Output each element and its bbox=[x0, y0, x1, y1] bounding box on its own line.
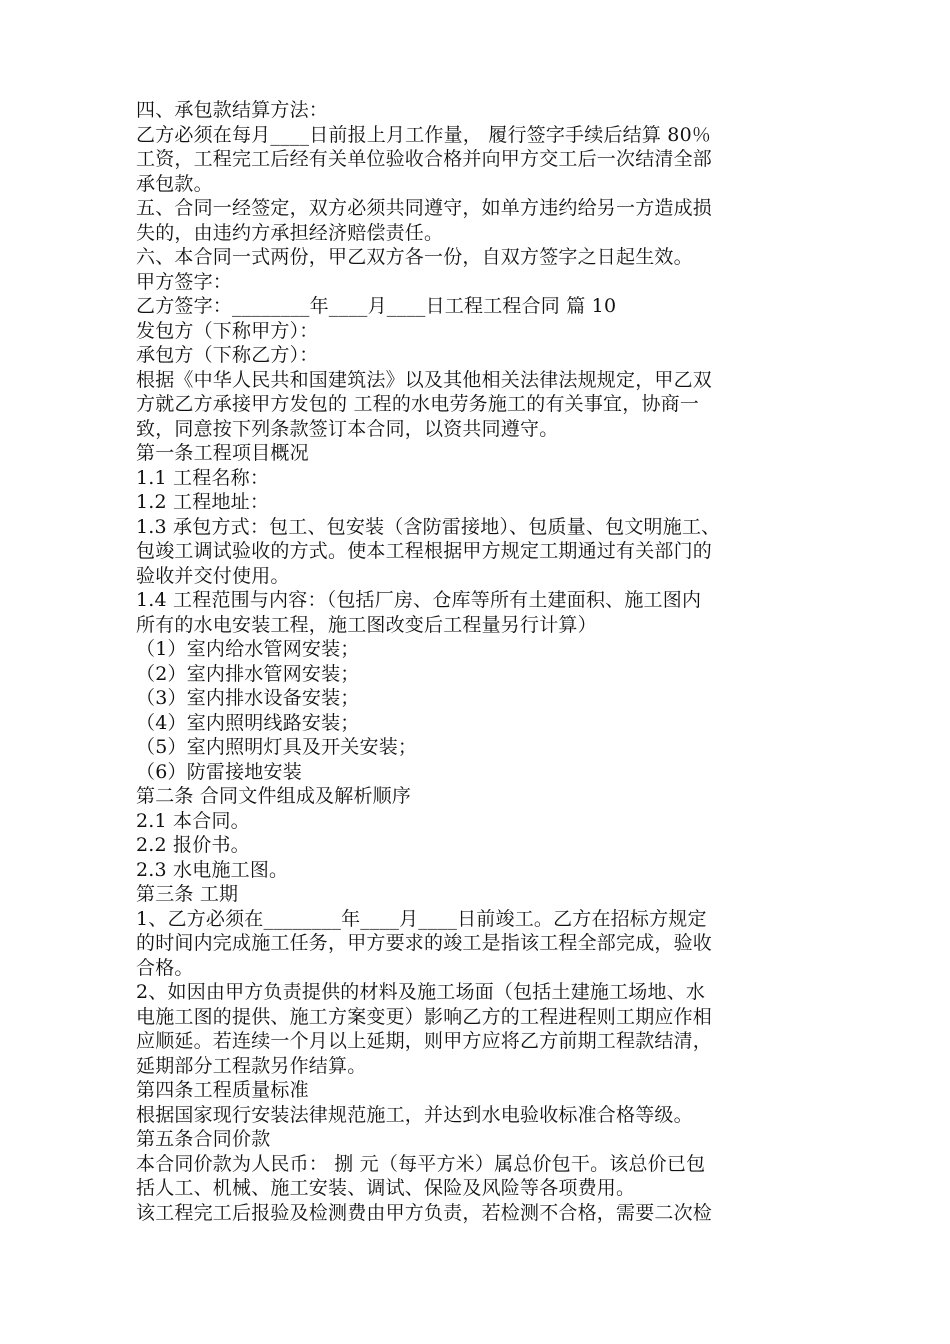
text-line: 第一条工程项目概况 bbox=[136, 442, 309, 464]
text-line: （6）防雷接地安装 bbox=[136, 760, 302, 783]
text-line: （4）室内照明线路安装； bbox=[136, 711, 360, 734]
text-line: 承包方（下称乙方）： bbox=[136, 344, 319, 366]
text-line: 乙方必须在每月____日前报上月工作量， 履行签字手续后结算 80％ bbox=[136, 123, 712, 146]
text-line: （5）室内照明灯具及开关安装； bbox=[136, 736, 418, 758]
text-line: 发包方（下称甲方）： bbox=[136, 319, 319, 342]
text-line: 方就乙方承接甲方发包的 工程的水电劳务施工的有关事宜，协商一 bbox=[136, 393, 700, 415]
text-line: 包竣工调试验收的方式。使本工程根据甲方规定工期通过有关部门的 bbox=[136, 540, 713, 562]
text-line: 根据国家现行安装法律规范施工，并达到水电验收标准合格等级。 bbox=[136, 1103, 693, 1126]
text-line: 五、合同一经签定，双方必须共同遵守，如单方违约给另一方造成损 bbox=[136, 197, 713, 219]
text-line: 承包款。 bbox=[136, 172, 213, 195]
text-line: 第四条工程质量标准 bbox=[136, 1079, 309, 1101]
text-line: 甲方签字： bbox=[136, 270, 233, 293]
text-line: 第二条 合同文件组成及解析顺序 bbox=[136, 785, 412, 807]
text-line: 应顺延。若连续一个月以上延期，则甲方应将乙方前期工程款结清， bbox=[136, 1030, 713, 1052]
text-line: 第三条 工期 bbox=[136, 883, 239, 905]
text-line: 合格。 bbox=[136, 956, 194, 979]
text-line: （2）室内排水管网安装； bbox=[136, 662, 360, 685]
text-line: 延期部分工程款另作结算。 bbox=[136, 1054, 367, 1077]
text-line: （1）室内给水管网安装； bbox=[136, 638, 360, 660]
text-line: 失的，由违约方承担经济赔偿责任。 bbox=[136, 221, 444, 244]
text-line: 2.3 水电施工图。 bbox=[136, 858, 289, 881]
text-line: 1.3 承包方式：包工、包安装（含防雷接地）、包质量、包文明施工、 bbox=[136, 515, 721, 538]
text-line: 所有的水电安装工程，施工图改变后工程量另行计算） bbox=[136, 613, 597, 636]
text-line: 1.2 工程地址： bbox=[136, 491, 270, 513]
text-line: 括人工、机械、施工安装、调试、保险及风险等各项费用。 bbox=[136, 1177, 636, 1199]
text-line: 乙方签字：________年____月____日工程工程合同 篇 10 bbox=[136, 295, 617, 317]
text-line: 该工程完工后报验及检测费由甲方负责，若检测不合格，需要二次检 bbox=[136, 1201, 713, 1224]
text-line: 致，同意按下列条款签订本合同，以资共同遵守。 bbox=[136, 417, 559, 440]
document-body bbox=[136, 98, 826, 1225]
text-line: 2.2 报价书。 bbox=[136, 834, 250, 856]
text-line: 六、本合同一式两份，甲乙双方各一份，自双方签字之日起生效。 bbox=[136, 246, 693, 268]
text-line: 1.4 工程范围与内容：（包括厂房、仓库等所有土建面积、施工图内 bbox=[136, 589, 702, 611]
text-line: 1、乙方必须在________年____月____日前竣工。乙方在招标方规定 bbox=[136, 907, 707, 930]
text-line: 根据《中华人民共和国建筑法》以及其他相关法律法规规定，甲乙双 bbox=[136, 368, 713, 391]
text-line: 的时间内完成施工任务，甲方要求的竣工是指该工程全部完成，验收 bbox=[136, 932, 713, 954]
text-line: 四、承包款结算方法： bbox=[136, 99, 329, 121]
text-line: 电施工图的提供、施工方案变更）影响乙方的工程进程则工期应作相 bbox=[136, 1005, 713, 1028]
text-line: 1.1 工程名称： bbox=[136, 466, 270, 489]
text-line: （3）室内排水设备安装； bbox=[136, 687, 360, 709]
text-line: 2.1 本合同。 bbox=[136, 809, 250, 832]
text-line: 验收并交付使用。 bbox=[136, 564, 290, 587]
text-line: 工资，工程完工后经有关单位验收合格并向甲方交工后一次结清全部 bbox=[136, 148, 713, 170]
text-line: 2、如因由甲方负责提供的材料及施工场面（包括土建施工场地、水 bbox=[136, 981, 706, 1003]
text-line: 本合同价款为人民币： 捌 元（每平方米）属总价包干。该总价已包 bbox=[136, 1152, 706, 1175]
text-line: 第五条合同价款 bbox=[136, 1128, 271, 1150]
